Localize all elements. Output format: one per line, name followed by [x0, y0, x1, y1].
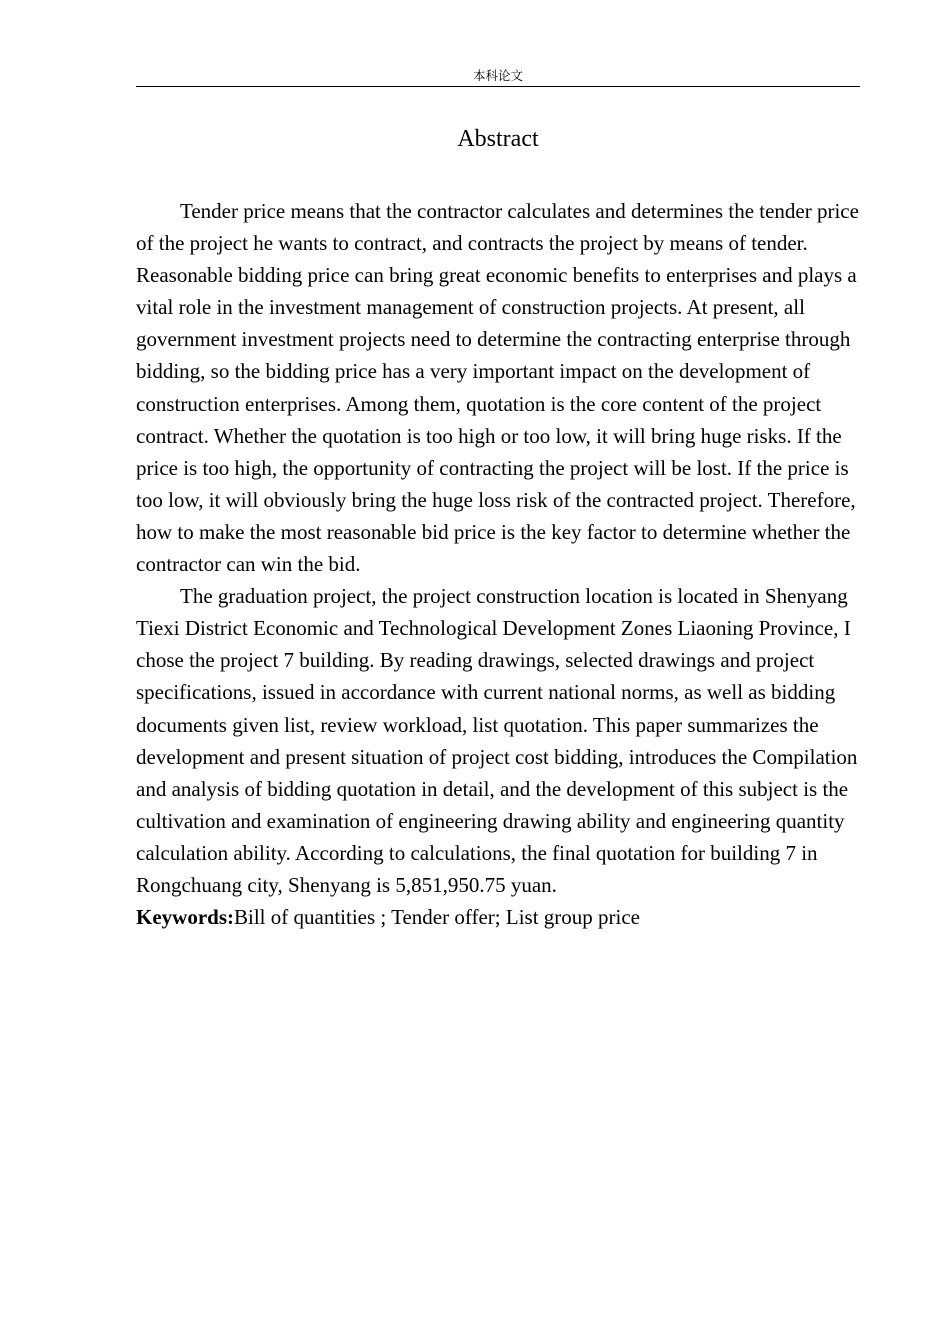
running-header: 本科论文 — [136, 67, 860, 87]
keywords-label: Keywords: — [136, 905, 234, 930]
abstract-paragraph: Tender price means that the contractor calculates and determines the tender price of the project he wants to contract, and contracts the project by means of tender. Reasonable bidding price can bring great economic benefits to enterprises and plays a vital role in the investment management of construction projects. At present, all government investment projects need to determine the contracting enterprise through bidding, so the bidding price has a very important impact on the development of construction enterprises. Among them, quotation is the core content of the project contract. Whether the quotation is too high or too low, it will bring huge risks. If the price is too high, the opportunity of contracting the project will be lost. If the price is too low, it will obviously bring the huge loss risk of the contracted project. Therefore, how to make the most reasonable bid price is the key factor to determine whether the contractor can win the bid. — [136, 199, 859, 577]
abstract-paragraph: The graduation project, the project construction location is located in Shenyang Tiexi District Economic and Technological Development Zones Liaoning Province, I chose the project 7 building. By reading drawings, selected drawings and project specifications, issued in accordance with current national norms, as well as bidding documents given list, review workload, list quotation. This paper summarizes the development and present situation of project cost bidding, introduces the Compilation and analysis of bidding quotation in detail, and the development of this subject is the cultivation and examination of engineering drawing ability and engineering quantity calculation ability. According to calculations, the final quotation for building 7 in Rongchuang city, Shenyang is 5,851,950.75 yuan. — [136, 584, 858, 897]
abstract-title: Abstract — [457, 126, 539, 152]
abstract-body — [136, 195, 860, 933]
keywords-text: Bill of quantities ; Tender offer; List group price — [234, 905, 640, 930]
keywords-line — [136, 901, 860, 933]
